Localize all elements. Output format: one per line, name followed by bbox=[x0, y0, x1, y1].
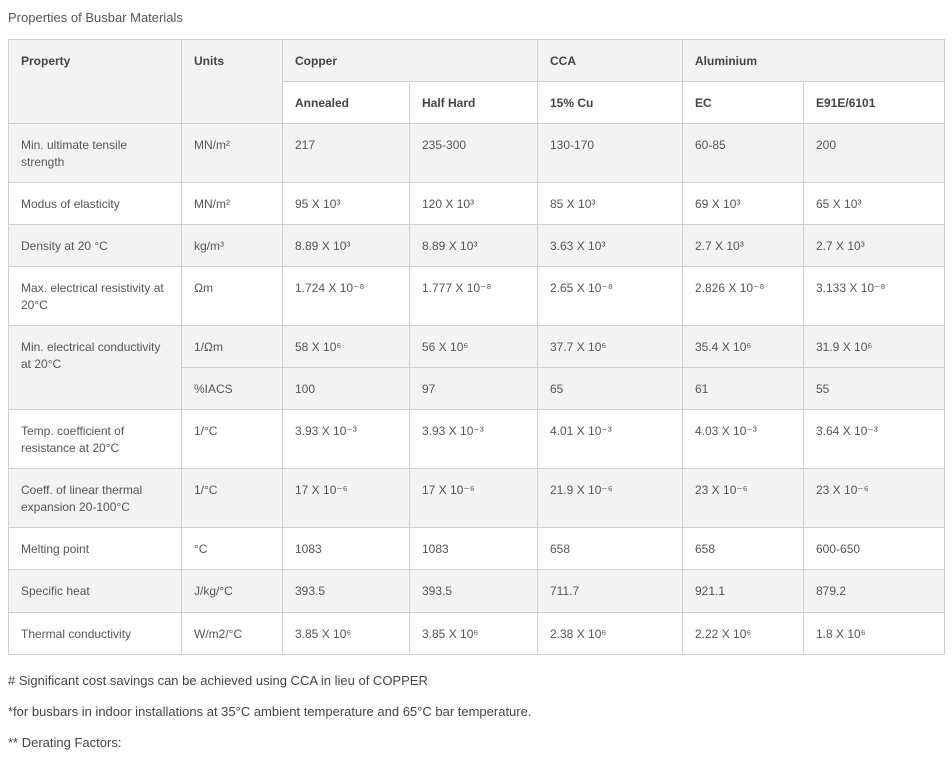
cell-e91e: 31.9 X 10⁶ bbox=[804, 326, 945, 368]
cell-cca: 2.65 X 10⁻⁸ bbox=[538, 267, 683, 326]
table-row bbox=[9, 183, 945, 225]
note-cost-savings: # Significant cost savings can be achieved using CCA in lieu of COPPER bbox=[8, 673, 428, 688]
table-row bbox=[9, 410, 945, 469]
cell-cca: 85 X 10³ bbox=[538, 183, 683, 225]
table-row bbox=[9, 528, 945, 570]
cell-annealed: 3.93 X 10⁻³ bbox=[283, 410, 410, 469]
cell-cca: 21.9 X 10⁻⁶ bbox=[538, 469, 683, 528]
row-units: W/m2/°C bbox=[182, 613, 283, 655]
cell-ec: 4.03 X 10⁻³ bbox=[683, 410, 804, 469]
header-ec: EC bbox=[683, 82, 804, 124]
cell-half-hard: 97 bbox=[410, 368, 538, 410]
row-units: kg/m³ bbox=[182, 225, 283, 267]
cell-half-hard: 3.93 X 10⁻³ bbox=[410, 410, 538, 469]
row-units: 1/°C bbox=[182, 410, 283, 469]
row-property: Min. electrical conductivity at 20°C bbox=[9, 326, 182, 410]
cell-cca: 711.7 bbox=[538, 570, 683, 613]
header-property: Property bbox=[9, 40, 182, 124]
cell-half-hard: 235-300 bbox=[410, 124, 538, 183]
cell-ec: 23 X 10⁻⁶ bbox=[683, 469, 804, 528]
table-row bbox=[9, 124, 945, 183]
busbar-properties-table bbox=[8, 39, 945, 655]
row-units: MN/m² bbox=[182, 124, 283, 183]
cell-annealed: 217 bbox=[283, 124, 410, 183]
cell-half-hard: 56 X 10⁶ bbox=[410, 326, 538, 368]
row-property: Specific heat bbox=[9, 570, 182, 613]
cell-ec: 2.826 X 10⁻⁸ bbox=[683, 267, 804, 326]
cell-e91e: 65 X 10³ bbox=[804, 183, 945, 225]
cell-annealed: 100 bbox=[283, 368, 410, 410]
row-property: Max. electrical resistivity at 20°C bbox=[9, 267, 182, 326]
table-row bbox=[9, 267, 945, 326]
cell-half-hard: 120 X 10³ bbox=[410, 183, 538, 225]
row-units: 1/Ωm bbox=[182, 326, 283, 368]
row-units: 1/°C bbox=[182, 469, 283, 528]
cell-annealed: 8.89 X 10³ bbox=[283, 225, 410, 267]
cell-cca: 65 bbox=[538, 368, 683, 410]
cell-half-hard: 8.89 X 10³ bbox=[410, 225, 538, 267]
note-indoor-installations: *for busbars in indoor installations at 35°C ambient temperature and 65°C bar temperature. bbox=[8, 704, 532, 719]
cell-annealed: 58 X 10⁶ bbox=[283, 326, 410, 368]
cell-annealed: 95 X 10³ bbox=[283, 183, 410, 225]
row-property: Min. ultimate tensile strength bbox=[9, 124, 182, 183]
note-derating-factors: ** Derating Factors: bbox=[8, 735, 122, 750]
cell-half-hard: 1.777 X 10⁻⁸ bbox=[410, 267, 538, 326]
cell-half-hard: 393.5 bbox=[410, 570, 538, 613]
row-units: %IACS bbox=[182, 368, 283, 410]
cell-e91e: 3.64 X 10⁻³ bbox=[804, 410, 945, 469]
cell-e91e: 600-650 bbox=[804, 528, 945, 570]
header-half-hard: Half Hard bbox=[410, 82, 538, 124]
cell-cca: 130-170 bbox=[538, 124, 683, 183]
row-property: Temp. coefficient of resistance at 20°C bbox=[9, 410, 182, 469]
cell-ec: 658 bbox=[683, 528, 804, 570]
cell-half-hard: 3.85 X 10⁶ bbox=[410, 613, 538, 655]
cell-e91e: 879.2 bbox=[804, 570, 945, 613]
row-property: Thermal conductivity bbox=[9, 613, 182, 655]
table-row bbox=[9, 326, 945, 368]
cell-annealed: 1083 bbox=[283, 528, 410, 570]
row-property: Coeff. of linear thermal expansion 20-100°C bbox=[9, 469, 182, 528]
cell-e91e: 2.7 X 10³ bbox=[804, 225, 945, 267]
row-property: Melting point bbox=[9, 528, 182, 570]
cell-cca: 3.63 X 10³ bbox=[538, 225, 683, 267]
cell-ec: 60-85 bbox=[683, 124, 804, 183]
cell-e91e: 23 X 10⁻⁶ bbox=[804, 469, 945, 528]
cell-ec: 35.4 X 10⁶ bbox=[683, 326, 804, 368]
cell-half-hard: 1083 bbox=[410, 528, 538, 570]
cell-annealed: 17 X 10⁻⁶ bbox=[283, 469, 410, 528]
table-row bbox=[9, 225, 945, 267]
cell-annealed: 3.85 X 10⁶ bbox=[283, 613, 410, 655]
cell-cca: 37.7 X 10⁶ bbox=[538, 326, 683, 368]
cell-ec: 69 X 10³ bbox=[683, 183, 804, 225]
cell-cca: 658 bbox=[538, 528, 683, 570]
header-annealed: Annealed bbox=[283, 82, 410, 124]
cell-e91e: 55 bbox=[804, 368, 945, 410]
row-units: Ωm bbox=[182, 267, 283, 326]
header-e91e: E91E/6101 bbox=[804, 82, 945, 124]
cell-ec: 921.1 bbox=[683, 570, 804, 613]
cell-e91e: 1.8 X 10⁶ bbox=[804, 613, 945, 655]
cell-ec: 2.7 X 10³ bbox=[683, 225, 804, 267]
row-units: °C bbox=[182, 528, 283, 570]
cell-half-hard: 17 X 10⁻⁶ bbox=[410, 469, 538, 528]
header-cca: CCA bbox=[538, 40, 683, 82]
cell-e91e: 200 bbox=[804, 124, 945, 183]
row-units: J/kg/°C bbox=[182, 570, 283, 613]
cell-annealed: 1.724 X 10⁻⁸ bbox=[283, 267, 410, 326]
cell-e91e: 3.133 X 10⁻⁸ bbox=[804, 267, 945, 326]
row-property: Density at 20 °C bbox=[9, 225, 182, 267]
row-property: Modus of elasticity bbox=[9, 183, 182, 225]
header-units: Units bbox=[182, 40, 283, 124]
cell-ec: 61 bbox=[683, 368, 804, 410]
header-row-groups bbox=[9, 40, 945, 82]
header-copper: Copper bbox=[283, 40, 538, 82]
row-units: MN/m² bbox=[182, 183, 283, 225]
table-row bbox=[9, 469, 945, 528]
table-row bbox=[9, 613, 945, 655]
table-caption: Properties of Busbar Materials bbox=[8, 10, 183, 25]
cell-cca: 2.38 X 10⁶ bbox=[538, 613, 683, 655]
table-row bbox=[9, 570, 945, 613]
cell-ec: 2.22 X 10⁶ bbox=[683, 613, 804, 655]
header-15-cu: 15% Cu bbox=[538, 82, 683, 124]
header-aluminium: Aluminium bbox=[683, 40, 945, 82]
cell-annealed: 393.5 bbox=[283, 570, 410, 613]
cell-cca: 4.01 X 10⁻³ bbox=[538, 410, 683, 469]
